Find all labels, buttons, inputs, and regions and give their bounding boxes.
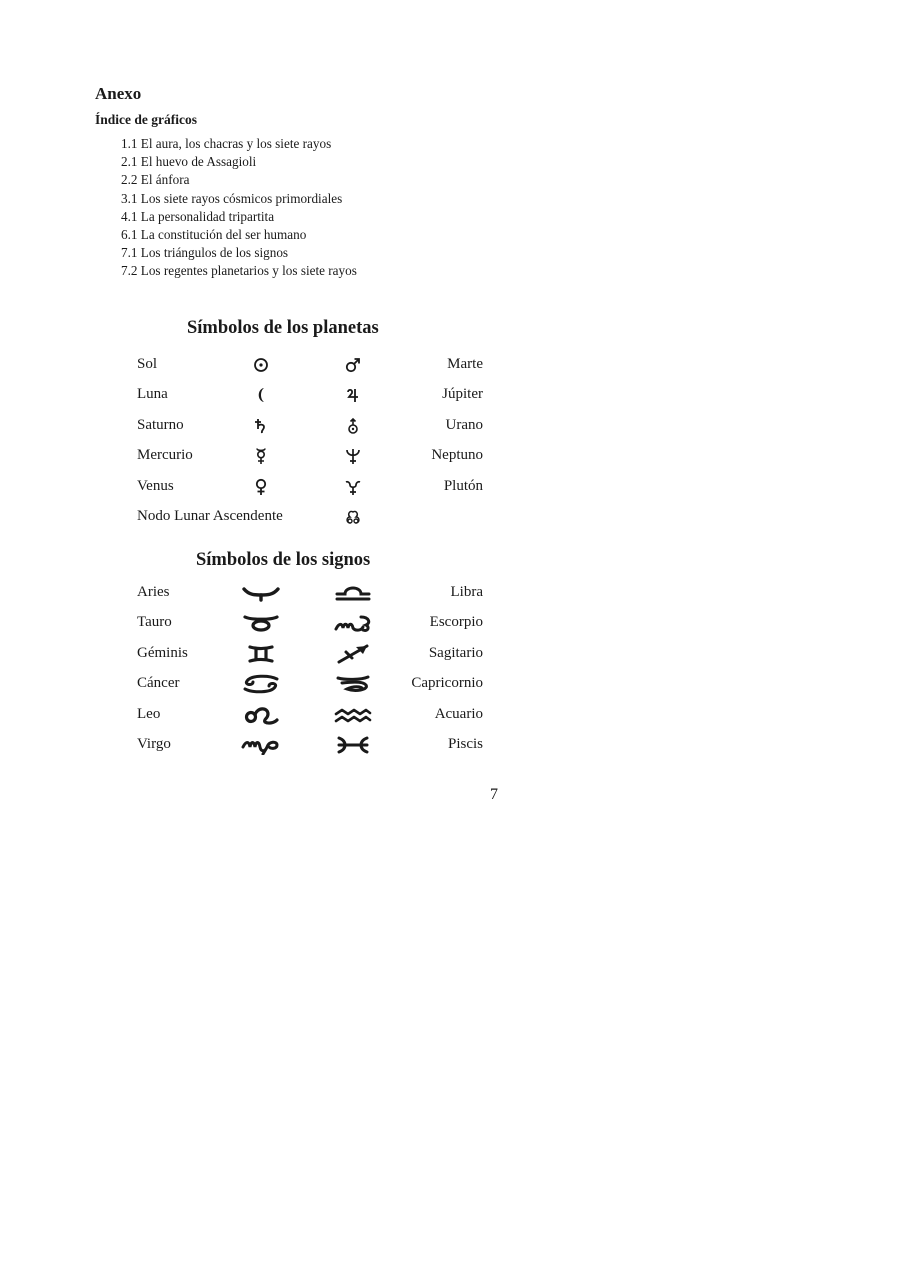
planets-heading: Símbolos de los planetas (187, 318, 379, 338)
planet-name: Luna (137, 386, 168, 403)
pisces-symbol-icon (333, 735, 373, 755)
mercury-symbol-icon (252, 447, 270, 465)
index-item: 1.1 El aura, los chacras y los siete rayos (121, 136, 332, 151)
index-item: 3.1 Los siete rayos cósmicos primordiales (121, 190, 343, 206)
planet-name: Plutón (443, 477, 483, 494)
virgo-symbol-icon (241, 735, 281, 755)
venus-symbol-icon (252, 478, 270, 496)
sign-name: Acuario (434, 705, 483, 722)
aquarius-symbol-icon (333, 705, 373, 725)
sign-name: Cáncer (137, 675, 180, 692)
planet-row (137, 508, 483, 538)
sign-row (137, 614, 483, 644)
sign-name: Aries (137, 584, 170, 600)
index-item: 6.1 La constitución del ser humano (121, 227, 307, 243)
cancer-symbol-icon (241, 674, 281, 694)
index-item: 2.1 El huevo de Assagioli (121, 154, 257, 170)
sign-row (137, 706, 483, 736)
planet-row (137, 417, 483, 447)
lunar-node-symbol-icon (344, 508, 362, 526)
planet-row (137, 478, 483, 508)
planet-row (137, 447, 483, 477)
aries-symbol-icon (241, 583, 281, 603)
planets-table (137, 356, 483, 538)
jupiter-symbol-icon (344, 386, 362, 404)
neptune-symbol-icon (344, 447, 362, 465)
page-number: 7 (490, 786, 498, 803)
libra-symbol-icon (333, 583, 373, 603)
scorpio-symbol-icon (333, 613, 373, 633)
moon-symbol-icon (252, 386, 270, 404)
sign-name: Libra (450, 584, 483, 600)
index-item: 7.2 Los regentes planetarios y los siete rayos (121, 263, 357, 279)
index-heading: Índice de gráficos (95, 112, 197, 127)
sign-name: Escorpio (429, 614, 483, 631)
planet-name: Saturno (137, 416, 184, 433)
index-item: 2.2 El ánfora (121, 172, 190, 188)
saturn-symbol-icon (252, 417, 270, 435)
mars-symbol-icon (344, 356, 362, 374)
signs-heading: Símbolos de los signos (196, 550, 371, 570)
planet-name: Venus (137, 477, 174, 494)
sign-name: Tauro (137, 614, 172, 631)
capricorn-symbol-icon (333, 674, 373, 694)
pluto-symbol-icon (344, 478, 362, 496)
planet-name: Neptuno (431, 447, 483, 464)
sign-row (137, 736, 483, 766)
sign-row (137, 645, 483, 675)
sign-name: Virgo (137, 735, 171, 752)
index-item: 4.1 La personalidad tripartita (121, 208, 275, 224)
uranus-symbol-icon (344, 417, 362, 435)
planet-name: Urano (445, 416, 483, 433)
sun-symbol-icon (252, 356, 270, 374)
sign-name: Géminis (137, 644, 188, 661)
sagittarius-symbol-icon (333, 644, 373, 664)
sign-row (137, 584, 483, 614)
planet-name: Marte (447, 356, 483, 372)
planet-name: Nodo Lunar Ascendente (137, 507, 283, 524)
planet-name: Mercurio (137, 447, 193, 464)
sign-name: Piscis (447, 735, 483, 752)
taurus-symbol-icon (241, 613, 281, 633)
index-item: 7.1 Los triángulos de los signos (121, 245, 289, 261)
figure-index-list (121, 135, 357, 281)
planet-name: Júpiter (442, 386, 483, 403)
sign-name: Capricornio (411, 675, 483, 692)
sign-name: Sagitario (428, 644, 483, 661)
signs-table (137, 584, 483, 766)
planet-name: Sol (137, 356, 158, 372)
sign-name: Leo (137, 705, 161, 722)
gemini-symbol-icon (241, 644, 281, 664)
sign-row (137, 675, 483, 705)
leo-symbol-icon (241, 705, 281, 725)
page-title: Anexo (95, 84, 142, 103)
planet-row (137, 356, 483, 386)
planet-row (137, 386, 483, 416)
